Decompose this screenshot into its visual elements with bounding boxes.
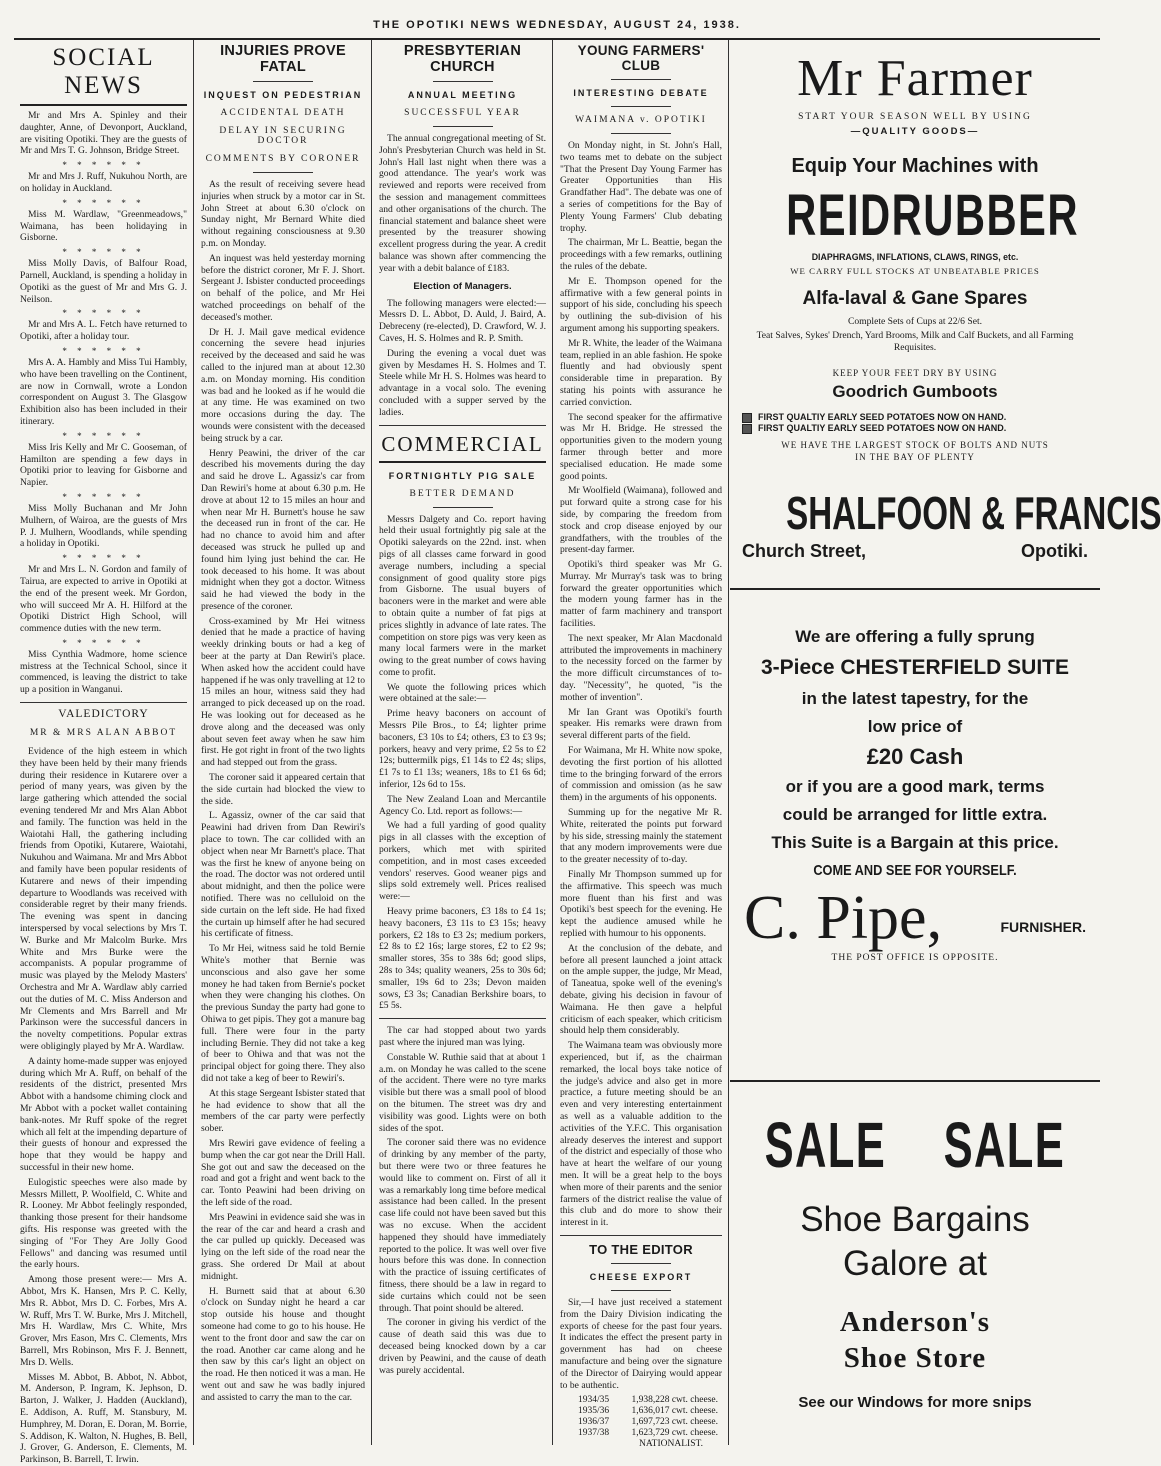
subheading: COMMENTS BY CORONER [205, 154, 361, 164]
paragraph: At this stage Sergeant Isbister stated that he had evidence to show that all the members of the car party were perfectly sober. [201, 1087, 365, 1135]
ad-text: START YOUR SEASON WELL BY USING [798, 112, 1032, 122]
paragraph: Dr H. J. Mail gave medical evidence concerning the severe head injuries received by the deceased and said he was called to the injured man at about 12.30 a.m. on Monday morning. His condition was bad and he looked as if he would die at any time. He was examined on two more occasions during the day. The wounds were consistent with the deceased being struck by a car. [201, 326, 365, 444]
ad-text: or if you are a good mark, terms [785, 777, 1045, 796]
ad-text: See our Windows for more snips [798, 1394, 1032, 1411]
column-presbyterian-commercial [373, 40, 553, 1445]
ad-text: Equip Your Machines with [791, 155, 1039, 177]
separator-stars: * * * * * * [62, 637, 145, 648]
ad-text: 3-Piece CHESTERFIELD SUITE [760, 656, 1070, 679]
paragraph: An inquest was held yesterday morning before the district coroner, Mr F. J. Short. Sergeant J. Isbister conducted proceedings on behalf of the police, and Mr Hei watched proceedings on behalf of the deceased's mother. [201, 252, 365, 323]
paragraph: The car had stopped about two yards past where the injured man was lying. [379, 1025, 546, 1048]
paragraph: A dainty home-made supper was enjoyed during which Mr A. Ruff, on behalf of the residents of the district, presented Mrs Abbot with a handsome chiming clock and Mr Abbot with a pocket wallet containing bank-notes. Mr Ruff spoke of the regret which all felt at the impending departure of their guests of honour and expressed the hope that they would be happy and successful in their new home. [20, 1055, 187, 1173]
paragraph: Mr and Mrs A. L. Fetch have returned to Opotiki, after a holiday tour. [20, 319, 187, 343]
separator-stars: * * * * * * [62, 345, 145, 356]
paragraph: Miss Molly Buchanan and Mr John Mulhern, of Wairoa, are the guests of Mrs P. J. Mulhern, Woodlands, while spending a holiday in Opotiki. [20, 502, 187, 550]
paragraph: H. Burnett said that at about 6.30 o'clock on Sunday night he heard a car stop outside his house and thought someone had come to go to his house. He went to the front door and saw the car on the road. Another car came along and he then saw by this car's light an object on the road. He then noticed it was a man. He went out and saw he was badly injured and assisted to carry the man to the car. [201, 1285, 365, 1403]
paragraph: Mr R. White, the leader of the Waimana team, replied in an able fashion. He spoke fluently and had obviously spent considerable time in preparation. By stating his points with assurance he carried conviction. [560, 337, 722, 408]
subheading: CHEESE EXPORT [589, 1271, 693, 1282]
column-injuries [195, 40, 372, 1445]
paragraph: Mrs A. A. Hambly and Miss Tui Hambly, who have been travelling on the Continent, are now in Cornwall, wrote a London correspondent on August 3. The Glasgow Exhibition also has been included in their itinerary. [20, 356, 187, 427]
ad-text: WE HAVE THE LARGEST STOCK OF BOLTS AND NUTS IN THE BAY OF PLENTY [781, 440, 1049, 462]
paragraph: Among those present were:— Mrs A. Abbot, Mrs K. Hansen, Mrs P. C. Kelly, Mrs R. Abbot, Mrs D. C. Forbes, Mrs A. W. Ruff, Mrs T. W. Burke, Mrs J. Mitchell, Mrs H. Wardlaw, Mrs C. White, Mrs Grover, Mrs Eason, Mrs C. Clements, Mrs Barrell, Mrs Robinson, Mrs F. J. Bennett, Mrs D. Wells. [20, 1274, 187, 1368]
paragraph: Messrs Dalgety and Co. report having held their usual fortnightly pig sale at the Opotiki saleyards on the 22nd. inst. when pigs of all classes came forward in good average numbers, including a special consignment of good quality store pigs from Gisborne. The usual buyers of baconers were in the market and were able to obtain quite a number of fat pigs at prices slightly in advance of late rates. The competition on store pigs was very keen as many local farmers were in the market owing to the great number of cows having come to profit. [379, 513, 546, 678]
ad-brand-row [736, 884, 1094, 952]
paragraph: The next speaker, Mr Alan Macdonald attributed the improvements in machinery to the necessity forced on the farmer by the more difficult circumstances of to-day. "Necessity", he quoted, "is the mother of invention". [560, 632, 722, 703]
subheading-election: Election of Managers. [413, 280, 512, 292]
masthead: THE OPOTIKI NEWS WEDNESDAY, AUGUST 24, 1938. [14, 14, 1100, 40]
table-row: 1934/35 1,938,228 cwt. cheese. [578, 1395, 718, 1406]
subheading-valedictory: MR & MRS ALAN ABBOT [29, 728, 178, 739]
heading-to-the-editor: TO THE EDITOR [589, 1241, 693, 1257]
divider [560, 1235, 722, 1236]
column-advertisements [730, 40, 1161, 1445]
paragraph: Miss Iris Kelly and Mr C. Gooseman, of Hamilton are spending a few days in Opotiki prior to leaving for Gisborne and Napier. [20, 441, 187, 489]
ad-c-pipe [736, 620, 1094, 1050]
paragraph: The following managers were elected:—Messrs D. L. Abbot, D. Auld, J. Baird, A. Debreceny (re-elected), D. Crawford, W. J. Caves, H. S. Holmes and R. P. Smith. [379, 297, 546, 344]
ad-text: Teat Salves, Sykes' Drench, Yard Brooms, Milk and Calf Buckets, and all Farming Requisites. [756, 330, 1074, 353]
divider [611, 79, 671, 80]
ad-brand-reidrubber: REIDRUBBER [786, 183, 1079, 248]
paragraph: Henry Peawini, the driver of the car described his movements during the day and said he drove L. Agassiz's car from Dan Rewiri's home at about 6.30 p.m. He drove at about 12 to 15 miles an hour and when near Mr H. Burnett's house he saw the deceased run in front of the car. He had no chance to avoid him and after deceased was struck he pulled up and found him lying just behind the car. He took deceased to his home. It was about midnight when they got a doctor. Witness said he had viewed the body in the presence of the coroner. [201, 447, 365, 612]
paragraph: Mr Woolfield (Waimana), followed and put forward quite a strong case for his side, by comparing the freedom from stock and crop disease enjoyed by our grandfathers, with the troubles of the present-day farmer. [560, 485, 722, 556]
subheading: SUCCESSFUL YEAR [404, 108, 521, 118]
heading-injuries-prove-fatal: INJURIES PROVE FATAL [220, 43, 346, 75]
column-social-news [14, 40, 194, 1466]
paragraph: Miss M. Wardlaw, "Greenmeadows," Waimana, has been holidaying in Gisborne. [20, 208, 187, 244]
separator-stars: * * * * * * [62, 308, 145, 319]
divider [611, 106, 671, 107]
subheading: BETTER DEMAND [409, 488, 516, 499]
subheading: INTERESTING DEBATE [573, 88, 709, 98]
subheading: DELAY IN SECURING DOCTOR [219, 126, 347, 146]
ad-text: in the latest tapestry, for the [801, 689, 1029, 708]
separator-stars: * * * * * * [62, 491, 145, 502]
divider [379, 1018, 546, 1019]
separator-stars: * * * * * * [62, 553, 145, 564]
divider [611, 1290, 671, 1291]
paragraph: We had a full yarding of good quality pigs in all classes with the exception of porkers, which met with spirited competition, and in most cases exceeded vendors' reserves. Good weaner pigs and slips sold extremely well. Prices realised were:— [379, 820, 546, 903]
ad-text: THE POST OFFICE IS OPPOSITE. [831, 953, 999, 963]
separator-stars: * * * * * * [62, 247, 145, 258]
paragraph: We quote the following prices which were obtained at the sale:— [379, 681, 546, 705]
paragraph: Mr and Mrs J. Ruff, Nukuhou North, are on holiday in Auckland. [20, 171, 187, 194]
ad-text: could be arranged for little extra. [782, 805, 1048, 824]
paragraph: Eulogistic speeches were also made by Messrs Millett, P. Woolfield, C. White and R. Looney. Mr Abbot feelingly responded, thanking those present for their handsome gifts. His response was greeted with the singing of "For They Are Jolly Good Fellows" and dancing was resumed until the early hours. [20, 1176, 187, 1271]
subheading: FORTNIGHTLY PIG SALE [388, 470, 537, 481]
paragraph: Mr E. Thompson opened for the affirmative with a few general points in support of his side, concluding his speech by outlining the sub-division of his argument among his supporting speakers. [560, 275, 722, 334]
heading-presbyterian-church: PRESBYTERIAN CHURCH [403, 43, 522, 75]
paragraph: Finally Mr Thompson summed up for the affirmative. This speech was much more fluent than his first and was Opotiki's best speech for the evening. He kept the audience amused while he replied with humour to his opponents. [560, 869, 722, 939]
paragraph: To Mr Hei, witness said he told Bernie White's mother that Bernie was unconscious and also gave her some money he had taken from Bernie's pocket when they were changing his clothes. On the previous Sunday the party had gone to Ohiwa to get pipis. They got a manure bag full. There were four in the party including Bernie. They did not take a keg of beer to Ohiwa and that was not the principal object for going there. They also did not take a keg of beer to Rewiri's. [201, 943, 365, 1084]
ad-text: DIAPHRAGMS, INFLATIONS, CLAWS, RINGS, etc. [811, 252, 1019, 262]
divider [611, 1263, 671, 1264]
divider [730, 588, 1100, 590]
heading-young-farmers-club: YOUNG FARMERS' CLUB [577, 43, 705, 73]
ad-brand-c-pipe: C. Pipe, [744, 884, 943, 952]
ad-price: £20 Cash [866, 744, 964, 769]
ad-sale: SALE [943, 1109, 1066, 1181]
paragraph: The annual congregational meeting of St. John's Presbyterian Church was held in St. John's Hall last night when there was a good attendance. The year's work was reviewed and reports were received from the session and management committees and other organisations of the church. The financial statement and balance sheet were presented by the treasurer showing excellent progress during the year. A credit balance was shown after commencing the year with a debit balance of £183. [379, 133, 546, 274]
subheading: WAIMANA v. OPOTIKI [575, 115, 707, 125]
paragraph: For Waimana, Mr H. White now spoke, devoting the first portion of his allotted time to the bringing forward of the errors of commission and omission (as he saw them) in the arguments of his opponents. [560, 745, 722, 804]
divider [433, 81, 493, 82]
paragraph: Evidence of the high esteem in which they have been held by their many friends during their residence in Kutarere over a period of many years, was given by the large gathering which attended the social evening tendered Mr and Mrs Alan Abbot and family. The function was held in the Waiotahi Hall, the gathering including friends from Opotiki, Kutarere, Waiotahi, Nukuhou and Waimana. Mr and Mrs Abbot and family have been popular residents of Kutarere and news of their impending departure to Woodlands was received with considerable regret by their many friends. The evening was spent in dancing interspersed by vocal selections by Mrs T. W. Burke and Mr Malcolm Burke. Mrs White and Mrs Burke were the accompanists. A popular programme of music was played by the Melody Masters' Orchestra and Mr A. Wardlaw ably carried out the duties of M. C. Miss Anderson and Mr Clements and Mrs Barrell and Mr Parkinson were the successful dancers in the novelty competitions. Popular extras were obligingly played by Mr A. Wardlaw. [20, 746, 187, 1052]
ad-text: Galore at [843, 1244, 987, 1283]
divider [433, 126, 493, 127]
ad-brand-anderson: Anderson's [839, 1306, 991, 1338]
paragraph: Prime heavy baconers on account of Messrs Pile Bros., to £4; lighter prime baconers, £3 10s to £4; others, £3 to £3 9s; porkers, heavy and very prime, £2 5s to £2 12s; buttermilk pigs, £1 14s to £2 4s; slips, £1 7s to £1 13s; weaners, 18s to £1 6s 6d; inferior, 12s 6d to 15s. [379, 708, 546, 791]
letter-signature: NATIONALIST. [639, 1439, 703, 1450]
ad-text: Goodrich Gumboots [832, 382, 998, 401]
ad-anderson-shoe-store [736, 1102, 1094, 1447]
paragraph: Mr and Mrs A. Spinley and their daughter, Anne, of Devonport, Auckland, are visiting Opotiki. They are the guests of Mr and Mrs T. G. Johnson, Bridge Street. [20, 110, 187, 157]
paragraph: The coroner said there was no evidence of drinking by any member of the party, but there were two or three features he would like to comment on. First of all it was a remarkably long time before medical assistance had been called. In the present case life could not have been saved but this was no excuse. When the accident happened they should have immediately reported to the police. It was well over five hours before this was done. In connection with the practice of issuing certificates of fitness, there should be a law in regard to side curtains which could not be seen through. That point should be altered. [379, 1137, 546, 1314]
heading-valedictory: VALEDICTORY [20, 702, 187, 720]
separator-stars: * * * * * * [62, 160, 145, 171]
ad-text: WE CARRY FULL STOCKS AT UNBEATABLE PRICES [790, 266, 1040, 276]
ad-address: Church Street, Opotiki. [742, 541, 1088, 561]
divider [253, 81, 313, 82]
divider [433, 507, 493, 508]
ad-text: FIRST QUALTIY EARLY SEED POTATOES NOW ON HAND. [758, 412, 1094, 422]
paragraph: The New Zealand Loan and Mercantile Agency Co. Ltd. report as follows:— [379, 793, 546, 817]
table-row: 1935/36 1,636,017 cwt. cheese. [578, 1406, 718, 1417]
paragraph: The second speaker for the affirmative was Mr H. Bridge. He stressed the opportunities given to the modern young farmer through better and more specialised education. He made some good points. [560, 411, 722, 482]
paragraph: Cross-examined by Mr Hei witness denied that he made a practice of having weekly drinking bouts or had a keg of beer at the party at Dan Rewiri's place. When asked how the accident could have happened if he was only travelling at 12 to 15 miles an hour, witness said they had arranged to pick deceased up on the road. He was looking out for deceased as he drove along and the deceased was only about seven feet away when he saw him first. He got right in front of the two lights and had stepped out from the grass. [201, 615, 365, 769]
ad-text: This Suite is a Bargain at this price. [771, 833, 1059, 852]
paragraph: The Waimana team was obviously more experienced, but if, as the chairman remarked, the local boys take notice of the judge's advice and also get in more practice, a future meeting should be an even and very interesting entertainment as well as a valuable addition to the activities of the Y.F.C. This organisation already deserves the interest and support of the district and especially of those who have at heart the welfare of our young men. It will be a great help to the boys when more of their parents and the senior farmers of the district realise the value of this club and do more to show their interest in it. [560, 1040, 722, 1229]
ad-text: low price of [867, 717, 963, 736]
paragraph: Misses M. Abbot, B. Abbot, N. Abbot, M. Anderson, P. Ingram, K. Jephson, D. Barton, J. Walker, J. Hadden (Auckland), E. Addison, A. Ruff, M. Stansbury, M. Humphrey, M. Doran, E. Doran, M. Borrie, S. Addison, K. Walton, N. Hughes, B. Bell, J. Grover, G. Anderson, E. Clements, M. Parkinson, B. Barrell, T. Irwin. [20, 1371, 187, 1466]
ad-shalfoon-francis [736, 50, 1161, 570]
paragraph: Constable W. Ruthie said that at about 1 a.m. on Monday he was called to the scene of the accident. There were no tyre marks visible but there was a small pool of blood on the bitumen. The street was dry and visibility was good. Lights were on both sides of the spot. [379, 1051, 546, 1134]
ad-text: KEEP YOUR FEET DRY BY USING [832, 368, 998, 378]
cheese-export-table [578, 1395, 722, 1439]
paragraph: L. Agassiz, owner of the car said that Peawini had driven from Dan Rewiri's place to town. The car collided with an object when near Mr Barnett's place. That was the first he knew of anyone being on the road. The doctor was not ordered until about midnight, and then the police were notified. There was no celluloid on the side curtain on the left side. He had fixed the curtain up himself after he had secured his certificate of fitness. [201, 810, 365, 940]
ad-text: FIRST QUALTIY EARLY SEED POTATOES NOW ON HAND. [758, 423, 1094, 433]
subheading: ACCIDENTAL DEATH [220, 108, 346, 118]
subheading: ANNUAL MEETING [407, 90, 518, 100]
ad-text: —QUALITY GOODS— [850, 126, 980, 137]
ad-text: FURNISHER. [1000, 919, 1086, 935]
separator-stars: * * * * * * [62, 197, 145, 208]
paragraph: Opotiki's third speaker was Mr G. Murray. Mr Murray's task was to bring forward the greater opportunities which the modern young farmer has in the matter of farm machinery and transport facilities. [560, 559, 722, 630]
paragraph: Heavy prime baconers, £3 18s to £4 1s; heavy baconers, £3 11s to £3 15s; heavy porkers, £2 18s to £3 2s; medium porkers, £2 8s to £2 16s; large stores, £2 to £2 9s; smaller stores, 35s to 38s 6d; good slips, 28s to 34s; quality weaners, 25s to 30s 6d; smaller, 19s 6d to 23s; Devon maiden sows, £3 3s; Canadian Berkshire boars, to £5 5s. [379, 906, 546, 1012]
paragraph: Mr and Mrs L. N. Gordon and family of Tairua, are expected to arrive in Opotiki at the end of the present week. Mr Gordon, who will succeed Mr A. H. Hilford at the Opotiki District High School, will commence duties with the new term. [20, 564, 187, 635]
table-row: 1936/37 1,697,723 cwt. cheese. [578, 1417, 718, 1428]
ad-title-mr-farmer: Mr Farmer [797, 50, 1033, 107]
divider [253, 172, 313, 173]
paragraph: As the result of receiving severe head injuries when struck by a motor car in St. John Street at about 6.30 o'clock on Sunday night, Mr Bernard White died without regaining consciousness at 9.30 p.m. on Monday. [201, 179, 365, 249]
column-young-farmers [554, 40, 729, 1450]
ad-sale-row [736, 1110, 1094, 1180]
paragraph: Miss Molly Davis, of Balfour Road, Parnell, Auckland, is spending a holiday in Opotiki as the guest of Mr and Mrs G. J. Neilson. [20, 258, 187, 305]
paragraph: At the conclusion of the debate, and before all present launched a joint attack on the ample supper, the judge, Mr Mead, of Taneatua, spoke well of the evening's debate, giving his decision in favour of Waimana. He then gave a helpful criticism of each speaker, which criticism should help them considerably. [560, 942, 722, 1037]
ad-brand-anderson: Shoe Store [843, 1342, 987, 1374]
ad-text: COME AND SEE FOR YOURSELF. [813, 862, 1017, 879]
divider [379, 425, 546, 426]
subheading: INQUEST ON PEDESTRIAN [203, 90, 363, 100]
ad-brand-shalfoon-francis: SHALFOON & FRANCIS [786, 487, 1161, 539]
paragraph: Mr Ian Grant was Opotiki's fourth speaker. His remarks were drawn from several different parts of the field. [560, 706, 722, 742]
ad-sale: SALE [764, 1109, 887, 1181]
paragraph: The coroner in giving his verdict of the cause of death said this was due to deceased being knocked down by a car driven by Peawini, and the cause of death was purely accidental. [379, 1317, 546, 1376]
ad-text: Shoe Bargains [800, 1200, 1030, 1239]
paragraph: The chairman, Mr L. Beattie, began the proceedings with a few remarks, outlining the rules of the debate. [560, 237, 722, 272]
paragraph: Summing up for the negative Mr R. White, reiterated the points put forward by his side, stressing mainly the statement that any modern improvements were due to the greater necessity of to-day. [560, 807, 722, 866]
ad-text: Complete Sets of Cups at 22/6 Set. [847, 316, 983, 327]
heading-commercial: COMMERCIAL [379, 432, 546, 463]
ad-text: Alfa-laval & Gane Spares [802, 288, 1028, 309]
divider [730, 1080, 1100, 1082]
paragraph: During the evening a vocal duet was given by Mesdames H. S. Holmes and T. Steele while Mr H. S. Holmes was heard to advantage in a vocal solo. The evening concluded with a supper served by the ladies. [379, 347, 546, 418]
paragraph: Miss Cynthia Wadmore, home science mistress at the Technical School, since it commenced, is leaving the district to take up a position in Wanganui. [20, 648, 187, 696]
paragraph: Mrs Rewiri gave evidence of feeling a bump when the car got near the Drill Hall. She got out and saw the deceased on the road and got a fright and went back to the car. Tonto Peawini had been driving on the left side of the road. [201, 1137, 365, 1208]
divider [611, 133, 671, 134]
separator-stars: * * * * * * [62, 430, 145, 441]
paragraph: The coroner said it appeared certain that the side curtain had blocked the view to the side. [201, 772, 365, 807]
heading-social-news: SOCIAL NEWS [20, 44, 187, 106]
table-row: 1937/38 1,623,729 cwt. cheese. [578, 1428, 718, 1439]
paragraph: Mrs Peawini in evidence said she was in the rear of the car and heard a crash and the car pulled up quickly. Deceased was lying on the left side of the road near the grass. She ordered Dr Mail at about midnight. [201, 1211, 365, 1282]
paragraph: On Monday night, in St. John's Hall, two teams met to debate on the subject "That the Present Day Young Farmer has Greater Opportunities than His Grandfather Had". The debate was one of a series of competitions for the Bay of Plenty Young Farmers' Club debating trophy. [560, 140, 722, 234]
paragraph: Sir,—I have just received a statement from the Dairy Division indicating the exports of cheese for the past four years. It indicates the effect the present party in government has had on cheese manufacture and being over the signature of the Director of Dairying would appear to be authentic. [560, 1296, 722, 1391]
ad-text: We are offering a fully sprung [795, 627, 1035, 646]
